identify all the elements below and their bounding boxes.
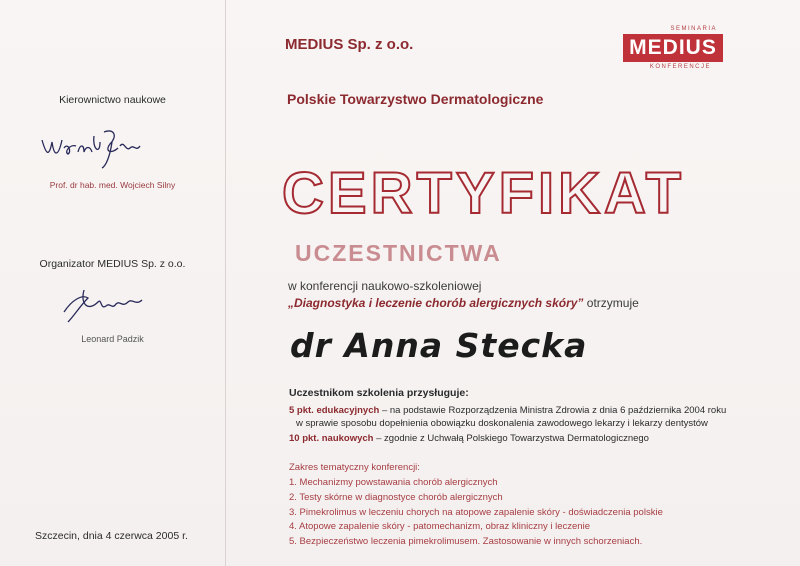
entitlements-heading: Uczestnikom szkolenia przysługuje:	[289, 387, 469, 399]
conference-line	[288, 296, 639, 310]
topic-item: 3. Pimekrolimus w leczeniu chorych na atopowe zapalenie skóry - doświadczenia polskie	[289, 506, 663, 518]
topic-item: 1. Mechanizmy powstawania chorób alergicznych	[289, 477, 498, 488]
sci-points-text: – zgodnie z Uchwałą Polskiego Towarzystwa Dermatologicznego	[376, 433, 649, 444]
organizer-heading: Organizator MEDIUS Sp. z o.o.	[39, 258, 186, 270]
topic-item: 5. Bezpieczeństwo leczenia pimekrolimusem. Zastosowanie w innych schorzeniach.	[289, 536, 643, 548]
topic-item: 4. Atopowe zapalenie skóry - patomechanizm, obraz kliniczny i leczenie	[289, 521, 590, 533]
conference-name: „Diagnostyka i leczenie chorób alergicznych skóry”	[288, 296, 584, 310]
place-date: Szczecin, dnia 4 czerwca 2005 r.	[35, 530, 188, 542]
scientific-signature	[40, 122, 150, 172]
edu-points-text-cont: w sprawie sposobu dopełnienia obowiązku doskonalenia zawodowego lekarzy i lekarzy dentystów	[296, 418, 708, 429]
logo-name: MEDIUS	[623, 34, 723, 62]
logo-bottom-text: KONFERENCJE	[649, 64, 711, 70]
organizer-name: MEDIUS Sp. z o.o.	[285, 36, 414, 53]
certificate-subtitle: UCZESTNICTWA	[295, 240, 502, 266]
topics-list	[289, 476, 663, 550]
edu-points-line	[289, 405, 726, 416]
sci-points: 10 pkt. naukowych	[289, 433, 374, 444]
sci-points-line	[289, 433, 649, 444]
topic-item: 2. Testy skórne w diagnostyce chorób alergicznych	[289, 491, 503, 503]
conference-intro: w konferencji naukowo-szkoleniowej	[288, 279, 482, 293]
conference-suffix: otrzymuje	[586, 296, 639, 310]
edu-points: 5 pkt. edukacyjnych	[289, 405, 380, 416]
scientific-heading: Kierownictwo naukowe	[59, 94, 166, 106]
recipient-name: dr Anna Stecka	[290, 326, 588, 365]
column-divider	[225, 0, 226, 566]
medius-logo	[623, 26, 723, 78]
topics-heading: Zakres tematyczny konferencji:	[289, 462, 420, 473]
certificate-title: CERTYFIKAT	[282, 161, 686, 226]
scientific-person: Prof. dr hab. med. Wojciech Silny	[49, 180, 176, 190]
logo-top-text: SEMINARIA	[670, 26, 717, 32]
organizer-signature	[58, 282, 158, 326]
edu-points-text: – na podstawie Rozporządzenia Ministra Zdrowia z dnia 6 października 2004 roku	[381, 405, 727, 416]
society-name: Polskie Towarzystwo Dermatologiczne	[287, 91, 544, 107]
organizer-person: Leonard Padzik	[81, 334, 144, 344]
